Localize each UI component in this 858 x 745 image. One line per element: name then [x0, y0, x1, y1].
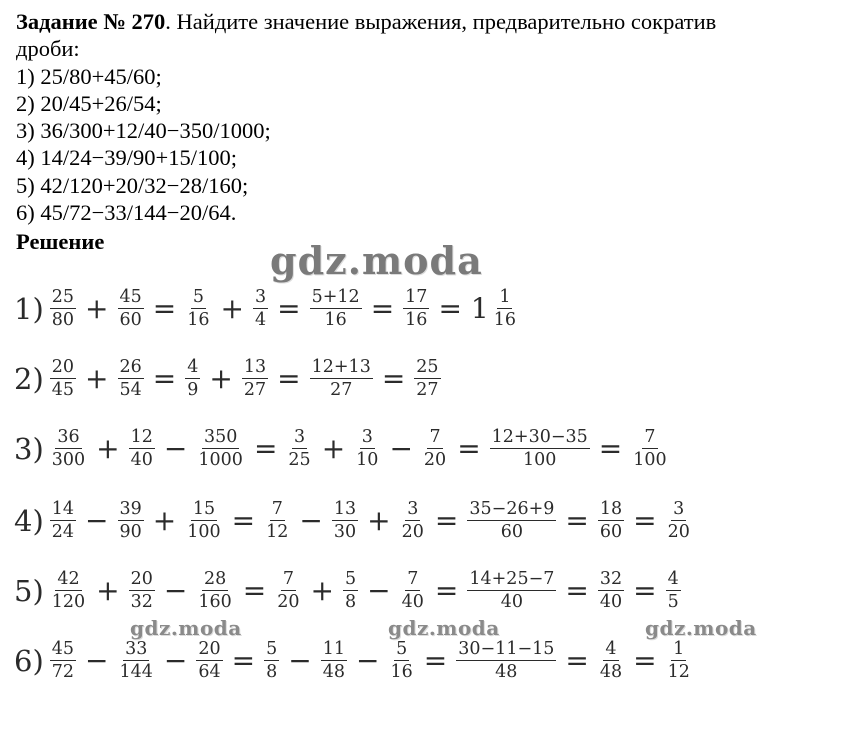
fraction [666, 570, 681, 612]
operator: + [85, 362, 109, 396]
fraction [129, 570, 155, 612]
fraction [118, 640, 155, 682]
fraction [50, 358, 76, 400]
operator: = [633, 504, 657, 538]
task-intro-line2: дроби: [16, 36, 80, 62]
task-block [16, 8, 852, 256]
denominator: 20 [667, 522, 690, 543]
task-item-3: 3) 36/300+12/40−350/1000; [16, 118, 271, 144]
numerator: 12+13 [310, 358, 373, 379]
watermark-center: gdz.moda [388, 616, 500, 640]
solution-label: 4) [14, 503, 44, 538]
fraction [403, 288, 429, 330]
operator: + [220, 292, 245, 326]
numerator: 12 [129, 428, 155, 449]
fraction [467, 570, 556, 612]
operator: = [231, 504, 256, 538]
fraction [253, 288, 268, 330]
numerator: 3 [671, 500, 686, 521]
denominator: 100 [187, 522, 221, 543]
denominator: 20 [277, 592, 300, 613]
fraction [310, 288, 362, 330]
operator: − [163, 574, 188, 608]
denominator: 5 [667, 592, 679, 613]
numerator: 5 [394, 640, 409, 661]
fraction [492, 288, 518, 330]
denominator: 64 [198, 662, 221, 683]
fraction [332, 500, 358, 542]
numerator: 350 [202, 428, 239, 449]
fraction [422, 428, 448, 470]
denominator: 27 [243, 380, 267, 401]
operator: = [565, 504, 589, 538]
operator: = [370, 292, 395, 326]
operator: − [299, 504, 323, 538]
numerator: 20 [50, 358, 76, 379]
task-title: Задание № 270 [16, 9, 166, 34]
numerator: 11 [321, 640, 347, 661]
fraction [50, 570, 87, 612]
solution-label: 1) [14, 291, 44, 326]
solution-4 [14, 500, 694, 542]
fraction [118, 358, 144, 400]
fraction [343, 570, 358, 612]
operator: + [152, 504, 177, 538]
fraction [400, 500, 426, 542]
numerator: 42 [55, 570, 81, 591]
numerator: 15 [191, 500, 217, 521]
numerator: 35−26+9 [467, 500, 556, 521]
denominator: 16 [390, 662, 413, 683]
denominator: 20 [423, 450, 447, 471]
fraction [185, 500, 222, 542]
operator: = [423, 644, 448, 678]
numerator: 36 [55, 428, 81, 449]
operator: − [367, 574, 391, 608]
denominator: 45 [51, 380, 75, 401]
denominator: 100 [523, 450, 557, 471]
denominator: 12 [266, 522, 289, 543]
task-item-6: 6) 45/72−33/144−20/64. [16, 200, 237, 226]
numerator: 3 [360, 428, 375, 449]
denominator: 300 [51, 450, 86, 471]
numerator: 12+30−35 [490, 428, 590, 449]
fraction [185, 288, 211, 330]
numerator: 32 [598, 570, 624, 591]
operator: = [253, 432, 278, 466]
fraction [264, 640, 279, 682]
numerator: 45 [118, 288, 144, 309]
fraction [196, 640, 222, 682]
numerator: 33 [123, 640, 149, 661]
denominator: 27 [330, 380, 353, 401]
fraction [129, 428, 155, 470]
fraction [414, 358, 440, 400]
operator: − [389, 432, 413, 466]
numerator: 5+12 [310, 288, 362, 309]
solution-heading: Решение [16, 229, 105, 255]
numerator: 1 [671, 640, 686, 661]
numerator: 25 [414, 358, 440, 379]
denominator: 8 [266, 662, 278, 683]
fraction [50, 640, 76, 682]
denominator: 25 [288, 450, 311, 471]
numerator: 39 [118, 500, 144, 521]
denominator: 12 [667, 662, 690, 683]
fraction [50, 288, 76, 330]
numerator: 5 [343, 570, 358, 591]
fraction [118, 500, 144, 542]
denominator: 90 [119, 522, 142, 543]
task-item-5: 5) 42/120+20/32−28/160; [16, 172, 249, 198]
operator: − [288, 644, 312, 678]
solution-label: 6) [14, 643, 44, 678]
numerator: 18 [598, 500, 624, 521]
fraction [467, 500, 556, 542]
fraction [275, 570, 301, 612]
denominator: 8 [345, 592, 357, 613]
numerator: 13 [332, 500, 358, 521]
numerator: 7 [405, 570, 420, 591]
denominator: 144 [119, 662, 153, 683]
denominator: 24 [51, 522, 75, 543]
operator: = [381, 362, 406, 396]
numerator: 14 [50, 500, 76, 521]
denominator: 60 [599, 522, 623, 543]
denominator: 160 [198, 592, 232, 613]
operator: = [438, 292, 462, 326]
watermark-right: gdz.moda [645, 616, 757, 640]
denominator: 16 [187, 310, 210, 331]
numerator: 7 [270, 500, 285, 521]
solution-2 [14, 358, 443, 400]
operator: = [231, 644, 256, 678]
operator: = [434, 504, 459, 538]
fraction [196, 570, 233, 612]
solution-label: 3) [14, 431, 44, 466]
integer-part: 1 [470, 292, 489, 326]
fraction [264, 500, 290, 542]
numerator: 45 [50, 640, 76, 661]
operator: − [85, 504, 109, 538]
fraction [242, 358, 268, 400]
fraction [631, 428, 668, 470]
numerator: 30−11−15 [456, 640, 556, 661]
operator: + [321, 432, 346, 466]
denominator: 40 [599, 592, 623, 613]
operator: = [598, 432, 623, 466]
operator: − [163, 432, 188, 466]
operator: + [367, 504, 391, 538]
fraction [50, 428, 87, 470]
fraction [286, 428, 312, 470]
solution-label: 2) [14, 361, 44, 396]
solution-1 [14, 288, 520, 330]
operator: + [85, 292, 109, 326]
denominator: 10 [356, 450, 379, 471]
denominator: 48 [599, 662, 623, 683]
numerator: 5 [264, 640, 279, 661]
numerator: 7 [427, 428, 442, 449]
numerator: 28 [202, 570, 228, 591]
numerator: 13 [242, 358, 268, 379]
numerator: 25 [50, 288, 76, 309]
task-item-1: 1) 25/80+45/60; [16, 63, 162, 89]
solution-3 [14, 428, 671, 470]
numerator: 14+25−7 [467, 570, 556, 591]
fraction [490, 428, 590, 470]
denominator: 20 [401, 522, 424, 543]
denominator: 16 [405, 310, 428, 331]
task-intro-line1: . Найдите значение выражения, предварительно сократив [165, 9, 717, 34]
denominator: 100 [633, 450, 667, 471]
denominator: 40 [401, 592, 424, 613]
numerator: 7 [281, 570, 296, 591]
fraction [400, 570, 426, 612]
numerator: 26 [118, 358, 144, 379]
numerator: 4 [185, 358, 200, 379]
denominator: 30 [333, 522, 357, 543]
operator: + [310, 574, 335, 608]
operator: = [434, 574, 459, 608]
numerator: 20 [196, 640, 222, 661]
operator: − [85, 644, 109, 678]
task-item-2: 2) 20/45+26/54; [16, 90, 162, 116]
fraction [196, 428, 245, 470]
operator: = [242, 574, 267, 608]
operator: = [152, 292, 177, 326]
numerator: 5 [191, 288, 206, 309]
solution-6 [14, 640, 694, 682]
denominator: 60 [119, 310, 142, 331]
operator: = [152, 362, 177, 396]
denominator: 9 [187, 380, 199, 401]
fraction [354, 428, 380, 470]
operator: = [565, 574, 589, 608]
denominator: 40 [130, 450, 153, 471]
operator: = [457, 432, 481, 466]
denominator: 120 [51, 592, 86, 613]
operator: = [633, 574, 657, 608]
denominator: 48 [495, 662, 518, 683]
operator: − [356, 644, 380, 678]
denominator: 40 [500, 592, 524, 613]
operator: + [96, 574, 120, 608]
denominator: 16 [324, 310, 347, 331]
denominator: 72 [51, 662, 75, 683]
denominator: 80 [51, 310, 75, 331]
task-item-4: 4) 14/24−39/90+15/100; [16, 145, 238, 171]
fraction [598, 640, 624, 682]
numerator: 7 [642, 428, 657, 449]
numerator: 20 [129, 570, 155, 591]
fraction [118, 288, 144, 330]
fraction [50, 500, 76, 542]
fraction [456, 640, 556, 682]
fraction [321, 640, 347, 682]
fraction [389, 640, 415, 682]
fraction [310, 358, 373, 400]
solution-5 [14, 570, 683, 612]
numerator: 4 [603, 640, 618, 661]
fraction [185, 358, 200, 400]
operator: − [163, 644, 188, 678]
fraction [666, 500, 692, 542]
denominator: 4 [255, 310, 267, 331]
task-header [16, 8, 852, 35]
denominator: 48 [322, 662, 346, 683]
fraction [598, 570, 624, 612]
numerator: 3 [253, 288, 268, 309]
denominator: 16 [493, 310, 517, 331]
fraction [666, 640, 692, 682]
watermark-main: gdz.moda [270, 238, 483, 283]
numerator: 3 [405, 500, 420, 521]
operator: = [277, 362, 301, 396]
operator: = [633, 644, 657, 678]
operator: = [565, 644, 589, 678]
numerator: 3 [292, 428, 307, 449]
watermark-left: gdz.moda [130, 616, 242, 640]
numerator: 17 [403, 288, 429, 309]
denominator: 54 [119, 380, 142, 401]
operator: + [96, 432, 120, 466]
fraction [598, 500, 624, 542]
denominator: 60 [500, 522, 524, 543]
numerator: 4 [666, 570, 681, 591]
operator: = [277, 292, 301, 326]
solution-label: 5) [14, 573, 44, 608]
denominator: 32 [130, 592, 153, 613]
numerator: 1 [497, 288, 512, 309]
denominator: 27 [416, 380, 439, 401]
denominator: 1000 [198, 450, 243, 471]
operator: + [209, 362, 233, 396]
